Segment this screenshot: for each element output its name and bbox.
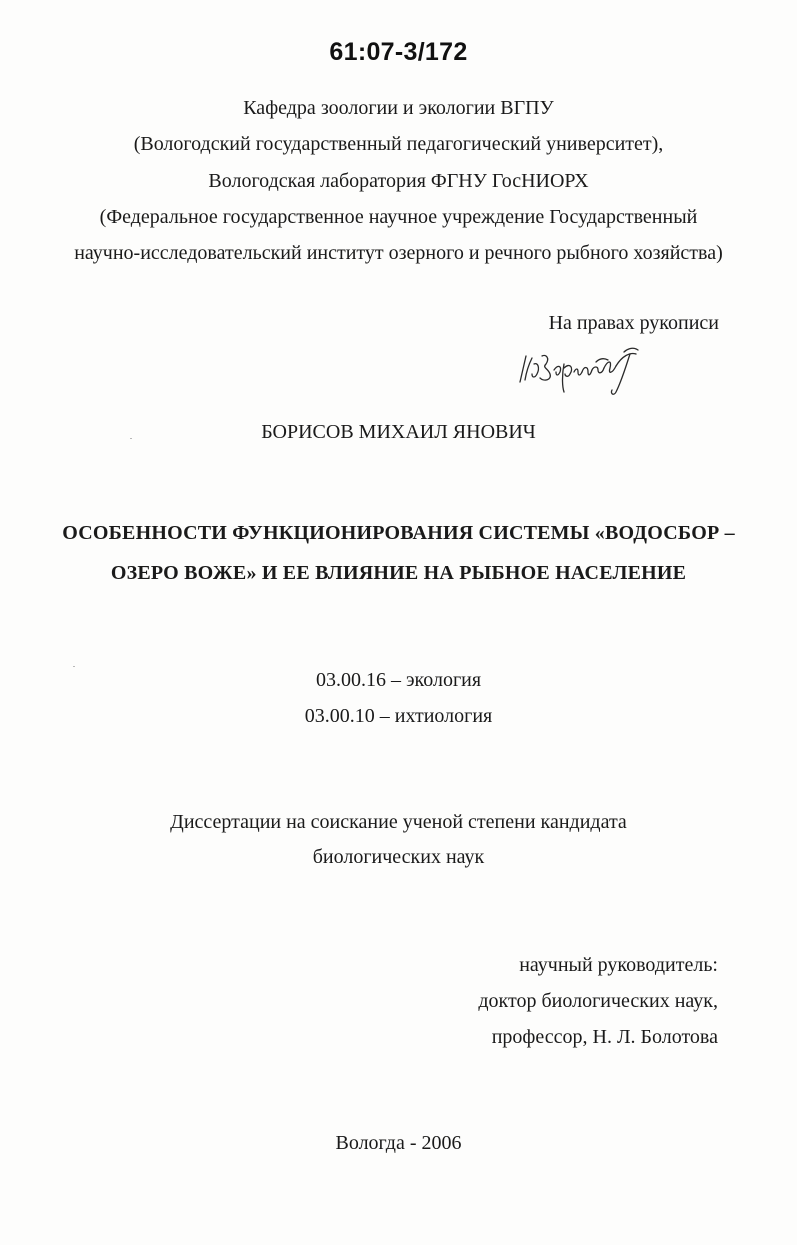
title-line-2: ОЗЕРО ВОЖЕ» И ЕЕ ВЛИЯНИЕ НА РЫБНОЕ НАСЕЛЕНИЕ bbox=[110, 562, 687, 584]
manuscript-rights-label: На правах рукописи bbox=[548, 312, 719, 334]
institution-line-1: Кафедра зоологии и экологии ВГПУ bbox=[243, 97, 554, 119]
scan-speck bbox=[130, 438, 132, 439]
supervisor-degree: доктор биологических наук, bbox=[478, 990, 718, 1012]
supervisor-label: научный руководитель: bbox=[519, 954, 718, 976]
supervisor-name: профессор, Н. Л. Болотова bbox=[491, 1026, 718, 1048]
institution-line-3: Вологодская лаборатория ФГНУ ГосНИОРХ bbox=[208, 170, 589, 192]
scan-speck bbox=[73, 666, 75, 667]
degree-line-1: Диссертации на соискание ученой степени кандидата bbox=[170, 811, 627, 833]
title-line-1: ОСОБЕННОСТИ ФУНКЦИОНИРОВАНИЯ СИСТЕМЫ «ВОДОСБОР – bbox=[62, 522, 735, 544]
signature-icon bbox=[512, 334, 662, 398]
catalog-number: 61:07-3/172 bbox=[329, 38, 468, 66]
institution-line-5: научно-исследовательский институт озерного и речного рыбного хозяйства) bbox=[74, 242, 723, 264]
degree-line-2: биологических наук bbox=[312, 846, 485, 868]
institution-line-2: (Вологодский государственный педагогический университет), bbox=[133, 133, 664, 155]
specialty-ichthyology: 03.00.10 – ихтиология bbox=[304, 705, 493, 727]
specialty-ecology: 03.00.16 – экология bbox=[315, 669, 482, 691]
author-name: БОРИСОВ МИХАИЛ ЯНОВИЧ bbox=[261, 421, 536, 443]
institution-line-4: (Федеральное государственное научное учреждение Государственный bbox=[99, 206, 698, 228]
place-and-year: Вологда - 2006 bbox=[335, 1132, 462, 1154]
